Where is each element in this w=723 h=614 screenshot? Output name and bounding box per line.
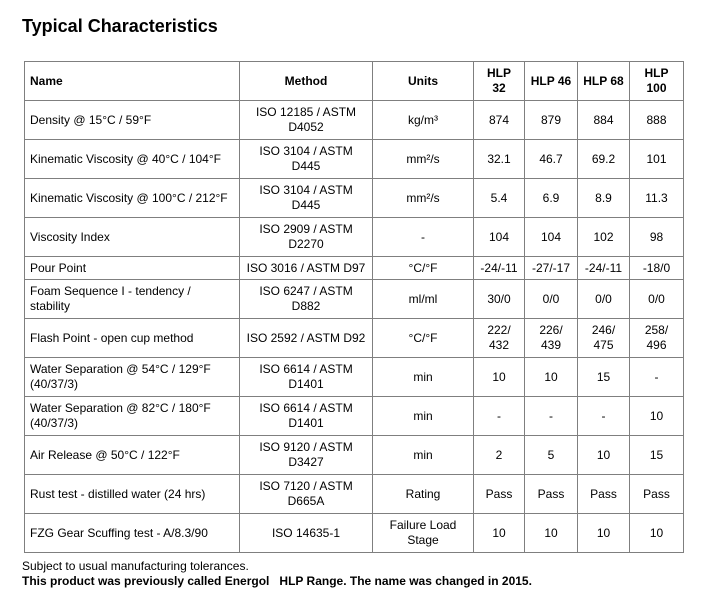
tolerance-note: Subject to usual manufacturing tolerances. [22, 559, 249, 573]
table-row [25, 319, 684, 358]
cell-name: Viscosity Index [25, 218, 240, 257]
cell-method: ISO 2592 / ASTM D92 [240, 319, 373, 358]
cell-hlp32: 32.1 [474, 140, 525, 179]
cell-hlp100: Pass [630, 475, 684, 514]
column-header-hlp100: HLP 100 [630, 62, 684, 101]
cell-hlp100: 101 [630, 140, 684, 179]
cell-units: °C/°F [373, 257, 474, 280]
cell-units: min [373, 358, 474, 397]
cell-hlp46: 226/ 439 [525, 319, 578, 358]
cell-hlp46: 10 [525, 514, 578, 553]
rename-note [22, 574, 532, 589]
table-row [25, 140, 684, 179]
cell-method: ISO 6614 / ASTM D1401 [240, 397, 373, 436]
cell-hlp32: 30/0 [474, 280, 525, 319]
page-title: Typical Characteristics [22, 16, 218, 36]
column-header-hlp32: HLP 32 [474, 62, 525, 101]
rename-note-part2: HLP Range. The name was changed in 2015. [279, 574, 532, 588]
cell-name: Kinematic Viscosity @ 100°C / 212°F [25, 179, 240, 218]
column-header-hlp46: HLP 46 [525, 62, 578, 101]
column-header-name: Name [25, 62, 240, 101]
cell-name: Density @ 15°C / 59°F [25, 101, 240, 140]
cell-hlp46: 6.9 [525, 179, 578, 218]
table-header-row [25, 62, 684, 101]
cell-hlp100: 888 [630, 101, 684, 140]
cell-hlp100: 10 [630, 514, 684, 553]
cell-units: mm²/s [373, 179, 474, 218]
column-header-method: Method [240, 62, 373, 101]
cell-hlp100: 10 [630, 397, 684, 436]
cell-method: ISO 7120 / ASTM D665A [240, 475, 373, 514]
table-body [25, 101, 684, 553]
table-row [25, 218, 684, 257]
table-row [25, 358, 684, 397]
cell-hlp68: 10 [578, 436, 630, 475]
cell-method: ISO 14635-1 [240, 514, 373, 553]
cell-name: Rust test - distilled water (24 hrs) [25, 475, 240, 514]
cell-method: ISO 12185 / ASTM D4052 [240, 101, 373, 140]
cell-hlp68: 69.2 [578, 140, 630, 179]
cell-units: min [373, 436, 474, 475]
cell-hlp100: 98 [630, 218, 684, 257]
cell-hlp68: 246/ 475 [578, 319, 630, 358]
cell-hlp46: 46.7 [525, 140, 578, 179]
cell-method: ISO 6614 / ASTM D1401 [240, 358, 373, 397]
cell-hlp100: -18/0 [630, 257, 684, 280]
cell-units: - [373, 218, 474, 257]
cell-hlp68: 884 [578, 101, 630, 140]
cell-hlp68: 15 [578, 358, 630, 397]
table-row [25, 397, 684, 436]
cell-hlp100: 11.3 [630, 179, 684, 218]
cell-hlp100: 15 [630, 436, 684, 475]
cell-hlp32: 104 [474, 218, 525, 257]
cell-method: ISO 9120 / ASTM D3427 [240, 436, 373, 475]
cell-units: ml/ml [373, 280, 474, 319]
column-header-hlp68: HLP 68 [578, 62, 630, 101]
cell-hlp46: 10 [525, 358, 578, 397]
cell-name: Flash Point - open cup method [25, 319, 240, 358]
cell-units: °C/°F [373, 319, 474, 358]
cell-units: kg/m³ [373, 101, 474, 140]
cell-name: Kinematic Viscosity @ 40°C / 104°F [25, 140, 240, 179]
cell-hlp32: 5.4 [474, 179, 525, 218]
cell-hlp100: 0/0 [630, 280, 684, 319]
cell-units: Rating [373, 475, 474, 514]
cell-name: Air Release @ 50°C / 122°F [25, 436, 240, 475]
cell-hlp46: Pass [525, 475, 578, 514]
cell-hlp68: 0/0 [578, 280, 630, 319]
cell-hlp32: 222/ 432 [474, 319, 525, 358]
cell-hlp100: 258/ 496 [630, 319, 684, 358]
cell-name: Foam Sequence I - tendency / stability [25, 280, 240, 319]
cell-hlp100: - [630, 358, 684, 397]
rename-note-part1: This product was previously called Energol [22, 574, 270, 588]
cell-units: Failure Load Stage [373, 514, 474, 553]
table-row [25, 514, 684, 553]
cell-name: Water Separation @ 82°C / 180°F (40/37/3) [25, 397, 240, 436]
cell-hlp46: - [525, 397, 578, 436]
cell-hlp68: 10 [578, 514, 630, 553]
table-row [25, 280, 684, 319]
characteristics-table [24, 61, 684, 553]
cell-method: ISO 2909 / ASTM D2270 [240, 218, 373, 257]
cell-hlp32: 10 [474, 358, 525, 397]
cell-hlp68: -24/-11 [578, 257, 630, 280]
cell-hlp68: 8.9 [578, 179, 630, 218]
cell-method: ISO 3016 / ASTM D97 [240, 257, 373, 280]
cell-hlp68: - [578, 397, 630, 436]
cell-method: ISO 3104 / ASTM D445 [240, 140, 373, 179]
cell-hlp32: Pass [474, 475, 525, 514]
table-row [25, 257, 684, 280]
cell-hlp32: 10 [474, 514, 525, 553]
cell-hlp32: -24/-11 [474, 257, 525, 280]
cell-hlp46: 0/0 [525, 280, 578, 319]
cell-name: FZG Gear Scuffing test - A/8.3/90 [25, 514, 240, 553]
cell-method: ISO 6247 / ASTM D882 [240, 280, 373, 319]
table-row [25, 179, 684, 218]
cell-hlp32: - [474, 397, 525, 436]
table-row [25, 475, 684, 514]
cell-hlp32: 2 [474, 436, 525, 475]
cell-name: Pour Point [25, 257, 240, 280]
cell-method: ISO 3104 / ASTM D445 [240, 179, 373, 218]
column-header-units: Units [373, 62, 474, 101]
cell-hlp68: Pass [578, 475, 630, 514]
cell-units: min [373, 397, 474, 436]
cell-hlp68: 102 [578, 218, 630, 257]
cell-name: Water Separation @ 54°C / 129°F (40/37/3) [25, 358, 240, 397]
cell-hlp46: 104 [525, 218, 578, 257]
cell-hlp46: 5 [525, 436, 578, 475]
cell-units: mm²/s [373, 140, 474, 179]
cell-hlp32: 874 [474, 101, 525, 140]
table-row [25, 101, 684, 140]
cell-hlp46: 879 [525, 101, 578, 140]
cell-hlp46: -27/-17 [525, 257, 578, 280]
table-row [25, 436, 684, 475]
